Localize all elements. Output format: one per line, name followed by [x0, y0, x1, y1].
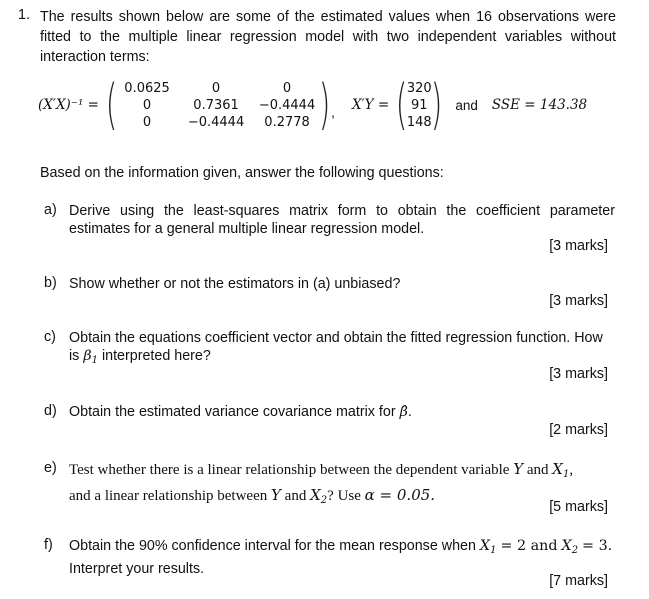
- marks-label: [2 marks]: [549, 422, 608, 438]
- marks-label: [3 marks]: [549, 238, 608, 254]
- part-line: Obtain the equations coefficient vector and obtain the fitted regression function. How: [69, 330, 603, 346]
- part-line: Obtain the estimated variance covariance matrix for β̂.: [69, 404, 412, 420]
- part-label: e): [44, 460, 57, 476]
- marks-label: [7 marks]: [549, 573, 608, 589]
- vector-cell: 91: [411, 97, 428, 113]
- xty-label: X′Y =: [352, 97, 390, 113]
- part-label: d): [44, 403, 57, 419]
- part-line: estimates for a general multiple linear regression model.: [69, 221, 425, 237]
- matrix-cell: 0.7361: [193, 97, 239, 113]
- part-line: Test whether there is a linear relationship between the dependent variable Y and $X_1$,: [69, 460, 574, 480]
- part-text: [69, 202, 615, 238]
- part-line: Obtain the 90% confidence interval for the mean response when $X_1 = 2$ and $X_2 = 3$.: [69, 538, 613, 556]
- matrix-cell: 0: [142, 97, 152, 113]
- intro-line: fitted to the multiple linear regression model with two independent variables without: [40, 29, 616, 45]
- part-text: [69, 459, 615, 511]
- left-paren-icon: (: [395, 73, 408, 136]
- part-line: Show whether or not the estimators in (a) unbiased?: [69, 276, 401, 292]
- part-line: Interpret your results.: [69, 561, 205, 577]
- matrix-cell: −0.4444: [187, 114, 245, 130]
- xtx-inverse-equation: [38, 73, 335, 136]
- vector-cell: 148: [406, 114, 432, 130]
- beta-hat-symbol: β̂: [399, 404, 408, 420]
- sse-value: SSE = 143.38: [491, 97, 588, 113]
- matrix-cell: 0.2778: [264, 114, 310, 130]
- part-text: [69, 329, 615, 370]
- part-text: [69, 403, 615, 421]
- xty-equation: [352, 73, 588, 136]
- marks-label: [3 marks]: [549, 366, 608, 382]
- part-text: [69, 275, 615, 293]
- matrix-cell: 0: [282, 80, 292, 96]
- part-line: and a linear relationship between Y and $X_2$? Use α = 0.05.: [69, 486, 436, 506]
- xtx-inverse-label: (X′X)⁻¹ =: [38, 97, 99, 113]
- question-number: 1.: [18, 7, 30, 23]
- part-label: b): [44, 275, 57, 291]
- beta-symbol: $\beta_1$: [83, 348, 98, 366]
- and-word: and: [455, 97, 478, 113]
- vector-cell: 320: [406, 80, 432, 96]
- question-intro: [40, 7, 616, 67]
- left-paren-icon: (: [105, 73, 118, 136]
- part-label: f): [44, 537, 53, 553]
- comma: ,: [331, 104, 335, 120]
- part-line: is $\beta_1$ interpreted here?: [69, 348, 211, 366]
- part-line: Derive using the least-squares matrix form to obtain the coefficient parameter: [69, 203, 615, 219]
- part-text: [69, 537, 615, 578]
- xtx-inverse-matrix: [116, 80, 320, 131]
- right-paren-icon: ): [318, 73, 331, 136]
- matrix-cell: 0.0625: [124, 80, 170, 96]
- marks-label: [5 marks]: [549, 499, 608, 515]
- matrix-cell: −0.4444: [258, 97, 316, 113]
- part-label: c): [44, 329, 56, 345]
- right-paren-icon: ): [431, 73, 443, 136]
- instruction-prompt: Based on the information given, answer the following questions:: [40, 165, 444, 181]
- intro-line: interaction terms:: [40, 49, 150, 65]
- marks-label: [3 marks]: [549, 293, 608, 309]
- part-label: a): [44, 202, 57, 218]
- matrix-cell: 0: [211, 80, 221, 96]
- intro-line: The results shown below are some of the estimated values when 16 observations were: [40, 9, 616, 25]
- matrix-cell: 0: [142, 114, 152, 130]
